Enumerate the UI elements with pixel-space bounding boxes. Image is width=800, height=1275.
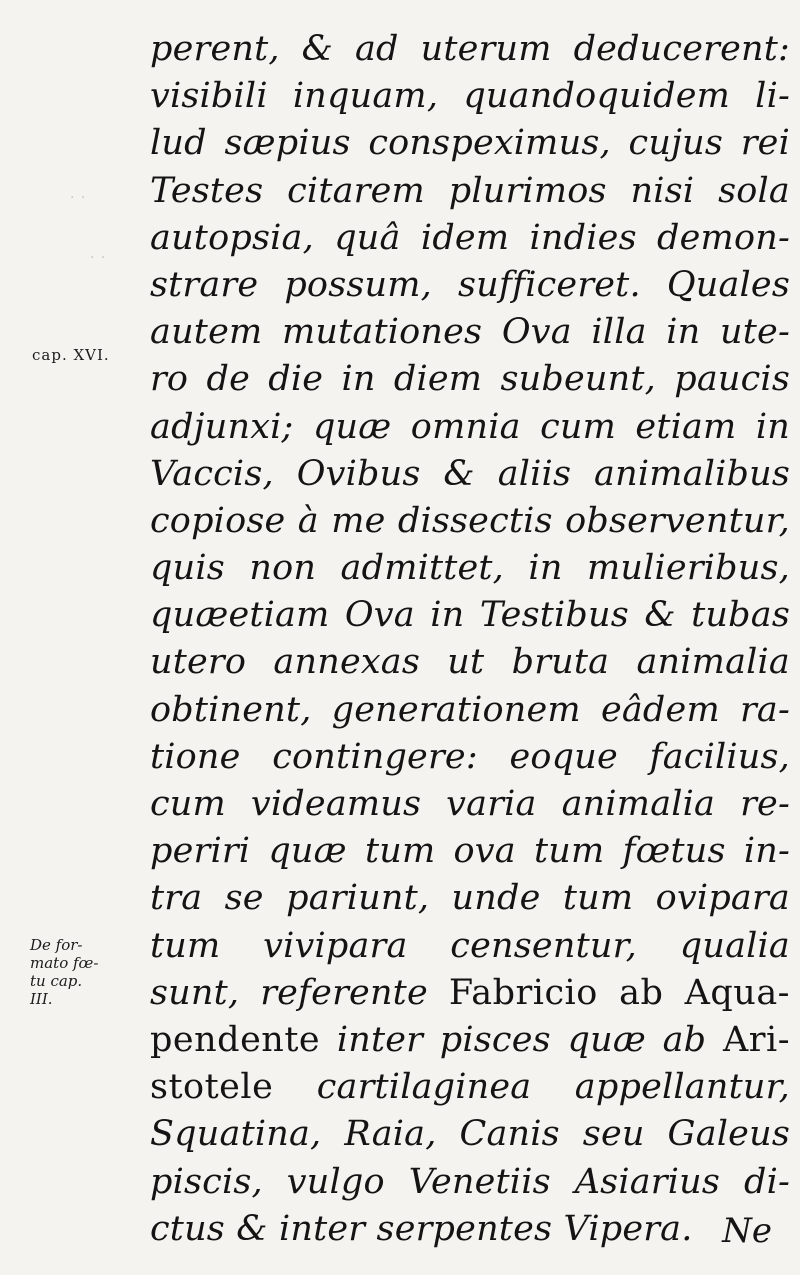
text-segment-italic: inter pisces quæ ab [336,1019,707,1060]
margin-note-cap-xvi: cap. XVI. [32,346,110,364]
text-line-mixed [150,1064,790,1111]
text-line: tione contingere: eoque facilius, [150,736,790,777]
text-segment-italic: cartilaginea appellantur, [316,1067,791,1108]
margin-note-line: mato fœ- [30,954,99,972]
text-line: visibili inquam, quandoquidem li- [150,76,790,117]
text-segment-roman: Ari- [723,1019,791,1060]
margin-note-line: tu cap. [30,972,83,990]
text-line: tum vivipara censentur, qualia [150,925,790,966]
text-line: utero annexas ut bruta animalia [150,642,790,683]
text-line: quis non admittet, in mulieribus, [150,548,790,589]
text-line-mixed [150,1017,790,1064]
text-segment-roman: pendente [150,1019,321,1060]
bleed-through-mark: · · [70,190,87,206]
text-line-mixed [150,970,790,1017]
text-line: perent, & ad uterum deducerent: [150,29,790,69]
text-segment-roman: Fabricio ab Aqua- [448,972,791,1013]
catchword: Ne [722,1211,772,1251]
text-line: periri quæ tum ova tum fœtus in- [150,831,790,872]
text-line: autopsia, quâ idem indies demon- [150,217,790,258]
text-segment-roman: stotele [150,1067,274,1108]
text-line: ro de die in diem subeunt, paucis [150,359,790,400]
text-line: lud sæpius conspeximus, cujus rei [150,123,790,164]
text-line: Vaccis, Ovibus & aliis animalibus [150,453,790,494]
text-segment-italic: sunt, referente [150,972,428,1013]
text-line: adjunxi; quæ omnia cum etiam in [150,406,790,447]
text-line: obtinent, generationem eâdem ra- [150,689,790,730]
text-line: piscis, vulgo Venetiis Asiarius di- [150,1161,790,1202]
text-line: quæetiam Ova in Testibus & tubas [150,595,790,636]
text-line: ctus & inter serpentes Vipera. [150,1208,693,1249]
margin-note-de-formato [30,936,140,1008]
text-line: tra se pariunt, unde tum ovipara [150,878,790,919]
text-line: copiose à me dissectis observentur, [150,500,790,541]
text-line: Testes citarem plurimos nisi sola [150,170,790,211]
margin-note-line: De for- [30,936,83,954]
margin-note-line: III. [30,990,53,1008]
text-line: Squatina, Raia, Canis seu Galeus [150,1114,790,1155]
body-text [150,26,790,1253]
text-line: cum videamus varia animalia re- [150,784,790,824]
text-line: autem mutationes Ova illa in ute- [150,312,790,353]
text-line: strare possum, sufficeret. Quales [150,264,790,305]
bleed-through-mark: · · [90,250,107,266]
